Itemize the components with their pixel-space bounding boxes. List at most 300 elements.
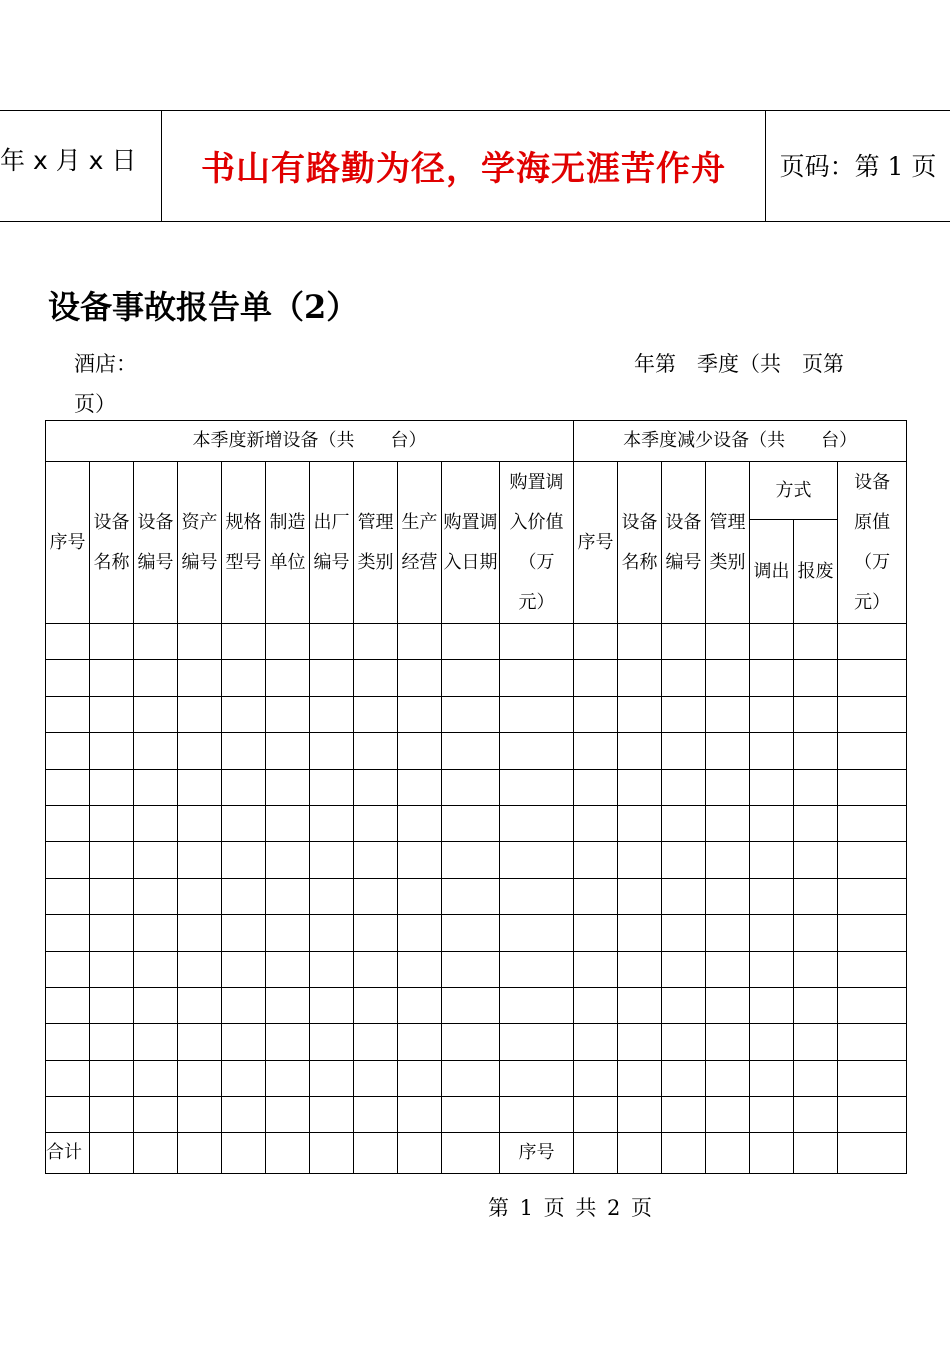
table-cell (838, 769, 907, 805)
total-label: 合计 (46, 1133, 90, 1174)
table-cell (618, 696, 662, 732)
table-cell (222, 733, 266, 769)
table-cell (500, 660, 574, 696)
table-cell (90, 660, 134, 696)
table-cell (500, 769, 574, 805)
table-cell (46, 1060, 90, 1096)
table-row (46, 915, 907, 951)
table-cell (574, 1024, 618, 1060)
col-header-scrapped: 报废 (794, 520, 838, 624)
table-cell (662, 915, 706, 951)
table-cell (750, 1060, 794, 1096)
table-cell (618, 805, 662, 841)
table-cell (90, 878, 134, 914)
table-cell (134, 1024, 178, 1060)
table-cell (222, 1024, 266, 1060)
table-cell (750, 660, 794, 696)
table-cell (134, 1060, 178, 1096)
table-cell (706, 769, 750, 805)
table-cell (354, 987, 398, 1023)
table-cell (134, 987, 178, 1023)
table-cell (46, 878, 90, 914)
table-row (46, 878, 907, 914)
table-cell (838, 696, 907, 732)
table-cell (134, 660, 178, 696)
table-cell (178, 1097, 222, 1133)
table-cell (574, 1060, 618, 1096)
table-cell (266, 1060, 310, 1096)
table-cell (442, 842, 500, 878)
table-cell (574, 987, 618, 1023)
total-seq-label: 序号 (500, 1133, 574, 1174)
table-cell (794, 915, 838, 951)
table-cell (574, 1097, 618, 1133)
equipment-report-table (45, 420, 907, 1174)
table-cell (794, 987, 838, 1023)
table-cell (574, 842, 618, 878)
table-cell (90, 696, 134, 732)
table-cell (706, 1060, 750, 1096)
table-cell (134, 805, 178, 841)
table-cell (354, 624, 398, 660)
col-header-manufacturer: 制造 单位 (266, 462, 310, 624)
col-header-equipment-no: 设备 编号 (134, 462, 178, 624)
table-cell (398, 733, 442, 769)
table-cell (46, 624, 90, 660)
table-cell (662, 733, 706, 769)
table-cell (706, 696, 750, 732)
table-cell (662, 1133, 706, 1174)
table-cell (310, 769, 354, 805)
table-cell (398, 878, 442, 914)
table-cell (706, 660, 750, 696)
table-cell (46, 1097, 90, 1133)
table-cell (134, 769, 178, 805)
table-cell (662, 878, 706, 914)
table-cell (134, 624, 178, 660)
table-cell (706, 842, 750, 878)
table-row (46, 987, 907, 1023)
table-cell (222, 769, 266, 805)
table-cell (794, 624, 838, 660)
table-cell (838, 1097, 907, 1133)
table-cell (354, 805, 398, 841)
period-label: 年第 季度（共 页第 (634, 352, 844, 376)
table-cell (442, 987, 500, 1023)
table-cell (90, 769, 134, 805)
table-cell (750, 1133, 794, 1174)
table-cell (266, 1133, 310, 1174)
table-cell (90, 1024, 134, 1060)
table-cell (618, 1097, 662, 1133)
table-cell (838, 842, 907, 878)
table-cell (838, 1024, 907, 1060)
table-row (46, 624, 907, 660)
table-cell (442, 1024, 500, 1060)
group-header-reduced: 本季度减少设备（共 台） (574, 421, 907, 462)
table-cell (750, 1097, 794, 1133)
page-footer: 第 1 页 共 2 页 (487, 1196, 653, 1220)
table-cell (178, 842, 222, 878)
table-cell (442, 1060, 500, 1096)
table-cell (398, 1133, 442, 1174)
table-cell (222, 696, 266, 732)
table-row (46, 951, 907, 987)
table-cell (706, 805, 750, 841)
table-cell (500, 805, 574, 841)
table-cell (46, 696, 90, 732)
table-cell (618, 660, 662, 696)
table-cell (398, 769, 442, 805)
table-cell (574, 915, 618, 951)
col-header-method: 方式 (750, 462, 838, 520)
header-page-number: 页码：第 1 页 (779, 152, 937, 181)
table-cell (178, 1133, 222, 1174)
table-cell (310, 987, 354, 1023)
table-cell (838, 1133, 907, 1174)
table-cell (398, 915, 442, 951)
table-cell (838, 660, 907, 696)
table-cell (90, 1097, 134, 1133)
table-cell (398, 1097, 442, 1133)
table-cell (838, 733, 907, 769)
table-cell (706, 951, 750, 987)
table-cell (134, 1133, 178, 1174)
table-cell (354, 878, 398, 914)
table-cell (354, 1024, 398, 1060)
table-cell (134, 733, 178, 769)
table-cell (354, 1097, 398, 1133)
table-cell (46, 733, 90, 769)
table-cell (46, 660, 90, 696)
table-cell (442, 733, 500, 769)
table-cell (178, 733, 222, 769)
table-cell (750, 805, 794, 841)
table-cell (398, 1060, 442, 1096)
table-cell (46, 915, 90, 951)
table-cell (750, 696, 794, 732)
table-cell (442, 769, 500, 805)
table-cell (46, 769, 90, 805)
table-cell (310, 1060, 354, 1096)
table-cell (794, 805, 838, 841)
col-header-spec-model: 规格 型号 (222, 462, 266, 624)
table-cell (178, 624, 222, 660)
table-cell (838, 878, 907, 914)
table-cell (398, 696, 442, 732)
table-cell (134, 951, 178, 987)
table-cell (574, 805, 618, 841)
table-cell (618, 733, 662, 769)
col-header-purchase-date: 购置调 入日期 (442, 462, 500, 624)
table-cell (500, 1097, 574, 1133)
table-cell (618, 915, 662, 951)
table-cell (398, 660, 442, 696)
table-cell (618, 1133, 662, 1174)
table-cell (442, 878, 500, 914)
table-cell (500, 1024, 574, 1060)
table-cell (750, 769, 794, 805)
table-cell (750, 624, 794, 660)
table-cell (266, 987, 310, 1023)
table-cell (574, 769, 618, 805)
table-cell (310, 878, 354, 914)
table-cell (266, 660, 310, 696)
table-cell (574, 733, 618, 769)
table-cell (618, 769, 662, 805)
table-cell (398, 805, 442, 841)
table-cell (354, 915, 398, 951)
table-cell (794, 1024, 838, 1060)
table-cell (662, 951, 706, 987)
table-cell (706, 1133, 750, 1174)
table-cell (750, 1024, 794, 1060)
table-cell (90, 624, 134, 660)
table-cell (574, 1133, 618, 1174)
table-cell (838, 915, 907, 951)
table-cell (442, 915, 500, 951)
table-cell (838, 805, 907, 841)
table-cell (442, 660, 500, 696)
table-cell (222, 915, 266, 951)
table-cell (500, 696, 574, 732)
col-header-transfer-out: 调出 (750, 520, 794, 624)
table-cell (222, 987, 266, 1023)
table-cell (794, 769, 838, 805)
table-cell (134, 878, 178, 914)
table-cell (794, 1060, 838, 1096)
table-cell (662, 805, 706, 841)
table-cell (222, 878, 266, 914)
table-cell (706, 733, 750, 769)
table-cell (662, 769, 706, 805)
table-cell (618, 951, 662, 987)
table-row (46, 842, 907, 878)
table-cell (310, 696, 354, 732)
table-cell (838, 987, 907, 1023)
table-cell (662, 660, 706, 696)
table-cell (838, 624, 907, 660)
table-cell (662, 1097, 706, 1133)
table-cell (266, 769, 310, 805)
table-cell (706, 987, 750, 1023)
table-cell (794, 878, 838, 914)
table-cell (354, 733, 398, 769)
col-header-asset-no: 资产 编号 (178, 462, 222, 624)
table-row (46, 696, 907, 732)
table-row (46, 805, 907, 841)
table-row (46, 1024, 907, 1060)
table-cell (354, 769, 398, 805)
table-cell (354, 1133, 398, 1174)
table-cell (794, 951, 838, 987)
table-cell (500, 733, 574, 769)
table-cell (266, 915, 310, 951)
table-cell (706, 1097, 750, 1133)
col-header-seq-reduced: 序号 (574, 462, 618, 624)
table-cell (178, 878, 222, 914)
table-cell (750, 987, 794, 1023)
period-label-continued: 页） (74, 392, 116, 416)
table-cell (266, 696, 310, 732)
table-cell (398, 624, 442, 660)
col-header-factory-no: 出厂 编号 (310, 462, 354, 624)
table-cell (618, 987, 662, 1023)
table-cell (442, 624, 500, 660)
col-header-mgmt-category: 管理 类别 (354, 462, 398, 624)
table-cell (442, 1133, 500, 1174)
table-cell (398, 1024, 442, 1060)
table-cell (574, 951, 618, 987)
table-cell (222, 660, 266, 696)
table-cell (90, 1133, 134, 1174)
col-header-equipment-no-reduced: 设备 编号 (662, 462, 706, 624)
document-header (0, 110, 950, 222)
table-cell (794, 660, 838, 696)
table-cell (354, 1060, 398, 1096)
col-header-original-value: 设备 原值 （万 元） (838, 462, 907, 624)
table-cell (750, 842, 794, 878)
table-cell (134, 915, 178, 951)
table-cell (134, 842, 178, 878)
table-cell (222, 624, 266, 660)
table-cell (310, 842, 354, 878)
table-row (46, 733, 907, 769)
table-cell (310, 1133, 354, 1174)
table-cell (178, 660, 222, 696)
table-cell (662, 987, 706, 1023)
table-cell (222, 842, 266, 878)
table-cell (398, 987, 442, 1023)
table-cell (500, 951, 574, 987)
table-cell (706, 624, 750, 660)
table-cell (794, 842, 838, 878)
table-cell (90, 805, 134, 841)
table-cell (500, 624, 574, 660)
table-cell (310, 951, 354, 987)
table-cell (266, 733, 310, 769)
table-cell (354, 660, 398, 696)
table-cell (662, 842, 706, 878)
table-cell (442, 696, 500, 732)
table-cell (310, 624, 354, 660)
table-row (46, 1097, 907, 1133)
table-cell (354, 842, 398, 878)
table-cell (662, 624, 706, 660)
table-cell (310, 805, 354, 841)
table-row (46, 660, 907, 696)
table-cell (222, 1097, 266, 1133)
table-cell (46, 805, 90, 841)
table-cell (310, 733, 354, 769)
table-cell (134, 1097, 178, 1133)
table-cell (266, 951, 310, 987)
header-motto: 书山有路勤为径，学海无涯苦作舟 (201, 149, 726, 189)
table-cell (90, 1060, 134, 1096)
table-cell (794, 696, 838, 732)
table-cell (46, 951, 90, 987)
table-cell (794, 1133, 838, 1174)
table-cell (442, 805, 500, 841)
table-cell (266, 805, 310, 841)
table-cell (500, 878, 574, 914)
table-cell (178, 1024, 222, 1060)
group-header-added: 本季度新增设备（共 台） (46, 421, 574, 462)
table-cell (574, 624, 618, 660)
table-cell (222, 805, 266, 841)
table-cell (310, 1024, 354, 1060)
col-header-equipment-name: 设备 名称 (90, 462, 134, 624)
table-cell (266, 1097, 310, 1133)
table-cell (618, 842, 662, 878)
table-cell (266, 878, 310, 914)
table-cell (266, 842, 310, 878)
table-cell (222, 951, 266, 987)
table-cell (266, 1024, 310, 1060)
table-cell (90, 951, 134, 987)
col-header-equipment-name-reduced: 设备 名称 (618, 462, 662, 624)
table-cell (90, 733, 134, 769)
table-cell (706, 915, 750, 951)
table-cell (90, 915, 134, 951)
table-cell (134, 696, 178, 732)
table-cell (442, 951, 500, 987)
table-cell (794, 733, 838, 769)
table-cell (750, 951, 794, 987)
table-cell (46, 842, 90, 878)
table-row (46, 769, 907, 805)
table-cell (178, 987, 222, 1023)
table-cell (222, 1060, 266, 1096)
table-cell (310, 1097, 354, 1133)
table-cell (500, 1060, 574, 1096)
form-title: 设备事故报告单（2） (48, 288, 359, 326)
table-cell (662, 1060, 706, 1096)
table-cell (178, 769, 222, 805)
table-cell (500, 987, 574, 1023)
table-cell (794, 1097, 838, 1133)
table-cell (618, 1060, 662, 1096)
col-header-seq: 序号 (46, 462, 90, 624)
table-cell (398, 842, 442, 878)
table-cell (354, 951, 398, 987)
table-cell (178, 696, 222, 732)
table-cell (178, 915, 222, 951)
table-cell (618, 878, 662, 914)
table-cell (750, 915, 794, 951)
table-cell (618, 624, 662, 660)
table-cell (662, 1024, 706, 1060)
table-cell (750, 878, 794, 914)
header-date: 年 x 月 x 日 (0, 146, 137, 175)
table-cell (662, 696, 706, 732)
table-cell (706, 878, 750, 914)
table-cell (838, 951, 907, 987)
table-cell (500, 915, 574, 951)
table-cell (750, 733, 794, 769)
table-cell (310, 660, 354, 696)
table-cell (500, 842, 574, 878)
table-cell (574, 878, 618, 914)
col-header-purchase-value: 购置调 入价值 （万 元） (500, 462, 574, 624)
table-cell (574, 660, 618, 696)
table-cell (618, 1024, 662, 1060)
table-cell (178, 951, 222, 987)
table-cell (266, 624, 310, 660)
table-cell (90, 842, 134, 878)
table-cell (574, 696, 618, 732)
table-cell (706, 1024, 750, 1060)
